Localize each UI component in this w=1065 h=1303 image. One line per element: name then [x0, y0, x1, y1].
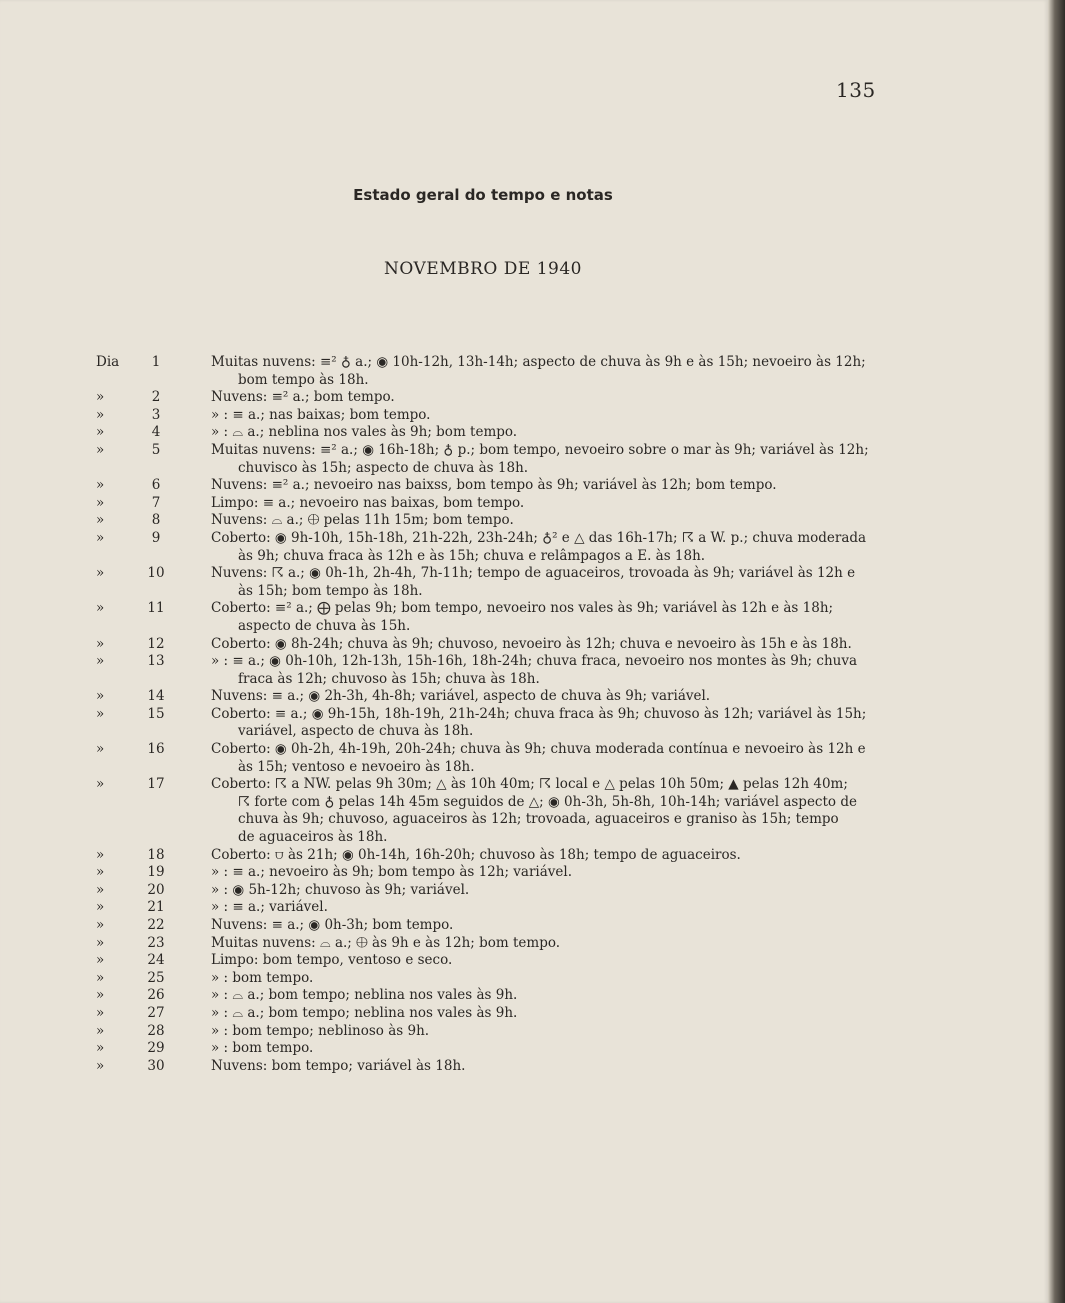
- entry-row: [0, 952, 1000, 970]
- entry-day-number: 11: [147, 600, 165, 617]
- entry-row: [0, 495, 1000, 513]
- entry-row: [0, 512, 1000, 530]
- entry-text: [211, 688, 871, 706]
- entry-text-line: » : ⌓ a.; bom tempo; neblina nos vales às 9h.: [211, 1004, 518, 1021]
- entry-text: [211, 495, 871, 513]
- entry-row: [0, 1023, 1000, 1041]
- entry-text-line: às 9h; chuva fraca às 12h e às 15h; chuva e relâmpagos a E. às 18h.: [238, 547, 706, 564]
- entry-row: [0, 636, 1000, 654]
- entry-text: [211, 512, 871, 530]
- entry-text-line: Coberto: ≡ a.; ◉ 9h-15h, 18h-19h, 21h-24h; chuva fraca às 9h; chuvoso às 12h; variável às 15h;: [211, 705, 867, 722]
- entry-row: [0, 935, 1000, 953]
- month-title: NOVEMBRO DE 1940: [384, 259, 582, 279]
- entry-text-line: Coberto: ◉ 9h-10h, 15h-18h, 21h-22h, 23h-24h; ♁² e △ das 16h-17h; ☈ a W. p.; chuva moderada: [211, 529, 867, 546]
- entry-text: [211, 407, 871, 425]
- entry-day-number: 12: [147, 635, 165, 652]
- entry-text: [211, 1023, 871, 1041]
- entry-label: »: [96, 776, 105, 793]
- entry-day-number: 26: [147, 987, 165, 1004]
- entry-text-line: Limpo: bom tempo, ventoso e seco.: [211, 952, 453, 969]
- entry-text: [211, 530, 871, 565]
- entry-text-line: » : ⌓ a.; neblina nos vales às 9h; bom tempo.: [211, 424, 518, 441]
- entry-label: Dia: [96, 354, 120, 370]
- entry-text-line: variável, aspecto de chuva às 18h.: [238, 723, 474, 740]
- entry-day-number: 14: [147, 688, 165, 705]
- entry-day-number: 3: [151, 406, 161, 423]
- entry-label: »: [96, 600, 105, 617]
- entry-text-line: às 15h; bom tempo às 18h.: [238, 582, 423, 599]
- entry-text-line: » : bom tempo.: [211, 969, 314, 986]
- entry-label: »: [96, 934, 105, 951]
- entry-day-number: 20: [147, 881, 165, 898]
- entry-text-line: » : ◉ 5h-12h; chuvoso às 9h; variável.: [211, 881, 470, 898]
- entry-text-line: Coberto: ⩌ às 21h; ◉ 0h-14h, 16h-20h; chuvoso às 18h; tempo de aguaceiros.: [211, 846, 741, 863]
- entry-text-line: » : ≡ a.; variável.: [211, 899, 328, 916]
- entry-text: [211, 847, 871, 865]
- entry-day-number: 23: [147, 934, 165, 951]
- entry-day-number: 8: [151, 512, 161, 529]
- entry-day-number: 10: [147, 565, 165, 582]
- entry-text-line: Muitas nuvens: ⌓ a.; ⨁ às 9h e às 12h; bom tempo.: [211, 934, 561, 951]
- entry-day-number: 29: [147, 1040, 165, 1057]
- entry-label: »: [96, 899, 105, 916]
- entry-text-line: » : ≡ a.; nas baixas; bom tempo.: [211, 406, 431, 423]
- entry-text: [211, 917, 871, 935]
- entry-day-number: 24: [147, 952, 165, 969]
- entry-text-line: Limpo: ≡ a.; nevoeiro nas baixas, bom tempo.: [211, 494, 525, 511]
- entry-day-number: 28: [147, 1022, 165, 1039]
- daily-entries-list: [0, 354, 1000, 1075]
- entry-row: [0, 899, 1000, 917]
- entry-day-number: 5: [151, 441, 161, 458]
- entry-text-line: chuva às 9h; chuvoso, aguaceiros às 12h; trovoada, aguaceiros e graniso às 15h; tempo: [238, 811, 839, 828]
- entry-label: »: [96, 565, 105, 582]
- entry-row: [0, 442, 1000, 477]
- entry-day-number: 9: [151, 529, 161, 546]
- entry-label: »: [96, 635, 105, 652]
- entry-row: [0, 407, 1000, 425]
- entry-text-line: Muitas nuvens: ≡² ♁ a.; ◉ 10h-12h, 13h-14h; aspecto de chuva às 9h e às 15h; nevoeiro às 12h;: [211, 354, 866, 370]
- entry-text-line: às 15h; ventoso e nevoeiro às 18h.: [238, 758, 475, 775]
- entry-text-line: ☈ forte com ♁ pelas 14h 45m seguidos de △; ◉ 0h-3h, 5h-8h, 10h-14h; variável aspecto de: [238, 793, 857, 810]
- entry-text: [211, 899, 871, 917]
- entry-text: [211, 776, 871, 846]
- entry-row: [0, 847, 1000, 865]
- entry-day-number: 30: [147, 1057, 165, 1074]
- entry-day-number: 27: [147, 1004, 165, 1021]
- entry-row: [0, 882, 1000, 900]
- entry-day-number: 21: [147, 899, 165, 916]
- entry-row: [0, 776, 1000, 846]
- entry-text: [211, 935, 871, 953]
- entry-label: »: [96, 1004, 105, 1021]
- entry-day-number: 1: [151, 354, 161, 370]
- entry-text-line: Coberto: ◉ 8h-24h; chuva às 9h; chuvoso, nevoeiro às 12h; chuva e nevoeiro às 15h e às 18h.: [211, 635, 852, 652]
- entry-row: [0, 1005, 1000, 1023]
- entry-row: [0, 741, 1000, 776]
- entry-text: [211, 600, 871, 635]
- entry-text-line: » : ≡ a.; ◉ 0h-10h, 12h-13h, 15h-16h, 18h-24h; chuva fraca, nevoeiro nos montes às 9h; chuva: [211, 653, 858, 670]
- entry-row: [0, 354, 1000, 389]
- entry-text-line: Muitas nuvens: ≡² a.; ◉ 16h-18h; ♁ p.; bom tempo, nevoeiro sobre o mar às 9h; variável às 12h;: [211, 441, 869, 458]
- page-number: 135: [836, 78, 876, 102]
- entry-day-number: 2: [151, 389, 161, 406]
- entry-day-number: 6: [151, 477, 161, 494]
- entry-text-line: Nuvens: ≡ a.; ◉ 0h-3h; bom tempo.: [211, 917, 454, 933]
- entry-text: [211, 741, 871, 776]
- entry-text-line: » : ⌓ a.; bom tempo; neblina nos vales às 9h.: [211, 987, 518, 1004]
- entry-label: »: [96, 512, 105, 529]
- entry-label: »: [96, 494, 105, 511]
- entry-row: [0, 1058, 1000, 1076]
- entry-day-number: 25: [147, 969, 165, 986]
- entry-text: [211, 1058, 871, 1076]
- entry-day-number: 17: [147, 776, 165, 793]
- entry-text: [211, 1005, 871, 1023]
- entry-day-number: 16: [147, 741, 165, 758]
- entry-text-line: Coberto: ◉ 0h-2h, 4h-19h, 20h-24h; chuva às 9h; chuva moderada contínua e nevoeiro às 12h e: [211, 741, 866, 758]
- entry-text-line: chuvisco às 15h; aspecto de chuva às 18h.: [238, 459, 529, 476]
- entry-row: [0, 530, 1000, 565]
- entry-label: »: [96, 529, 105, 546]
- entry-text: [211, 442, 871, 477]
- entry-label: »: [96, 477, 105, 494]
- entry-row: [0, 706, 1000, 741]
- entry-text-line: Coberto: ≡² a.; ⨁ pelas 9h; bom tempo, nevoeiro nos vales às 9h; variável às 12h e às 18h;: [211, 600, 834, 617]
- entry-text-line: » : ≡ a.; nevoeiro às 9h; bom tempo às 12h; variável.: [211, 864, 573, 881]
- entry-text-line: Nuvens: bom tempo; variável às 18h.: [211, 1057, 466, 1074]
- entry-text: [211, 636, 871, 654]
- entry-text-line: Nuvens: ≡ a.; ◉ 2h-3h, 4h-8h; variável, aspecto de chuva às 9h; variável.: [211, 688, 711, 705]
- entry-label: »: [96, 653, 105, 670]
- entry-text: [211, 389, 871, 407]
- entry-day-number: 4: [151, 424, 161, 441]
- entry-label: »: [96, 424, 105, 441]
- entry-text: [211, 565, 871, 600]
- entry-text-line: » : bom tempo.: [211, 1040, 314, 1057]
- entry-day-number: 18: [147, 846, 165, 863]
- entry-row: [0, 864, 1000, 882]
- entry-label: »: [96, 1057, 105, 1074]
- entry-text: [211, 952, 871, 970]
- page-binding-edge: [1048, 0, 1065, 1303]
- entry-row: [0, 477, 1000, 495]
- section-heading: Estado geral do tempo e notas: [353, 186, 613, 204]
- entry-text-line: » : bom tempo; neblinoso às 9h.: [211, 1022, 430, 1039]
- entry-text-line: bom tempo às 18h.: [238, 371, 369, 388]
- entry-label: »: [96, 741, 105, 758]
- entry-row: [0, 424, 1000, 442]
- entry-text-line: Coberto: ☈ a NW. pelas 9h 30m; △ às 10h 40m; ☈ local e △ pelas 10h 50m; ▲ pelas 12h 40m;: [211, 776, 848, 793]
- entry-row: [0, 600, 1000, 635]
- entry-text-line: aspecto de chuva às 15h.: [238, 617, 411, 634]
- entry-label: »: [96, 705, 105, 722]
- entry-label: »: [96, 1040, 105, 1057]
- entry-label: »: [96, 441, 105, 458]
- entry-row: [0, 688, 1000, 706]
- entry-text: [211, 882, 871, 900]
- entry-text: [211, 477, 871, 495]
- entry-day-number: 15: [147, 705, 165, 722]
- entry-text: [211, 424, 871, 442]
- entry-text: [211, 987, 871, 1005]
- entry-label: »: [96, 1022, 105, 1039]
- entry-row: [0, 970, 1000, 988]
- entry-day-number: 7: [151, 494, 161, 511]
- entry-label: »: [96, 406, 105, 423]
- entry-day-number: 19: [147, 864, 165, 881]
- entry-row: [0, 1040, 1000, 1058]
- entry-label: »: [96, 846, 105, 863]
- entry-label: »: [96, 987, 105, 1004]
- entry-label: »: [96, 917, 105, 933]
- entry-text-line: de aguaceiros às 18h.: [238, 829, 388, 846]
- entry-text-line: fraca às 12h; chuvoso às 15h; chuva às 18h.: [238, 670, 540, 687]
- entry-label: »: [96, 389, 105, 406]
- entry-text-line: Nuvens: ≡² a.; nevoeiro nas baixss, bom tempo às 9h; variável às 12h; bom tempo.: [211, 477, 777, 494]
- entry-row: [0, 653, 1000, 688]
- entry-text-line: Nuvens: ≡² a.; bom tempo.: [211, 389, 395, 406]
- entry-text: [211, 864, 871, 882]
- entry-day-number: 22: [147, 917, 165, 933]
- entry-day-number: 13: [147, 653, 165, 670]
- entry-text: [211, 354, 871, 389]
- entry-text: [211, 1040, 871, 1058]
- entry-row: [0, 987, 1000, 1005]
- entry-label: »: [96, 864, 105, 881]
- entry-text-line: Nuvens: ⌓ a.; ⨁ pelas 11h 15m; bom tempo.: [211, 512, 514, 529]
- entry-row: [0, 565, 1000, 600]
- entry-text-line: Nuvens: ☈ a.; ◉ 0h-1h, 2h-4h, 7h-11h; tempo de aguaceiros, trovoada às 9h; variável às 12h e: [211, 565, 856, 582]
- entry-text: [211, 970, 871, 988]
- entry-text: [211, 706, 871, 741]
- entry-label: »: [96, 881, 105, 898]
- entry-text: [211, 653, 871, 688]
- entry-row: [0, 389, 1000, 407]
- entry-label: »: [96, 688, 105, 705]
- entry-label: »: [96, 952, 105, 969]
- entry-row: [0, 917, 1000, 935]
- entry-label: »: [96, 969, 105, 986]
